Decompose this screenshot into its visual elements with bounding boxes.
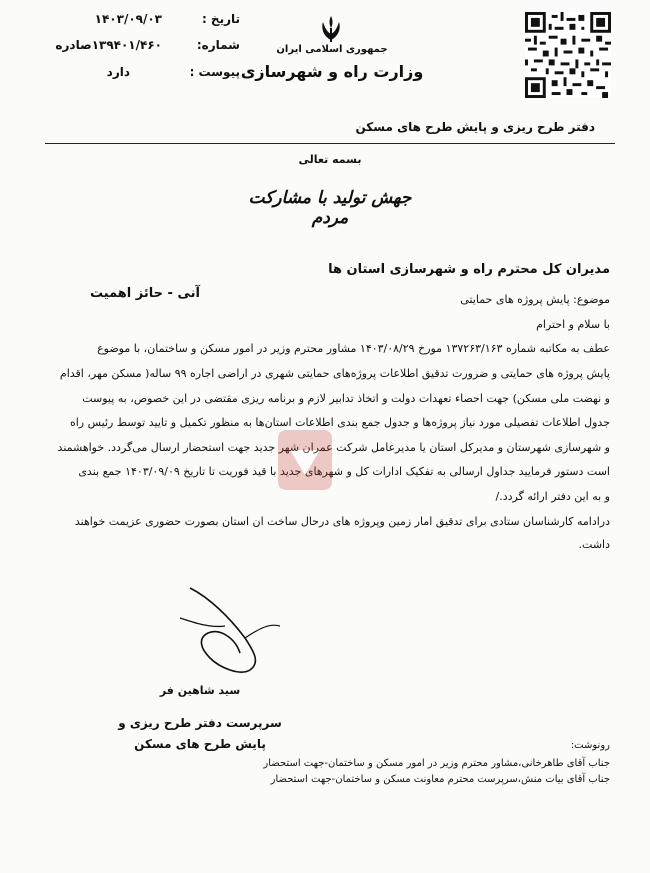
cc-line: جناب آقای طاهرخانی،مشاور محترم وزیر در امور مسکن و ساختمان-جهت استحضار [263,758,610,769]
attachment-label: پیوست : [189,65,240,79]
ministry-title: وزارت راه و شهرسازی [240,62,424,81]
body-line: داشت. [578,538,610,551]
date-row [35,12,240,32]
body-line: و به این دفتر ارائه گردد./ [495,490,610,503]
iran-emblem-icon [317,14,345,44]
cc-label: رونوشت: [570,740,610,751]
signer-name: سید شاهین فر [159,684,241,697]
signer-title-line1: سرپرست دفتر طرح ریزی و [118,716,282,730]
date-value: ۱۴۰۳/۰۹/۰۳ [94,12,162,26]
addressee: مدیران کل محترم راه و شهرسازی استان ها [328,262,610,277]
body-line: و نهضت ملی مسکن) جهت احصاء تعهدات دولت و اتخاذ تدابیر لازم و برنامه ریزی مقتضی در این خصوص، به پیوست [82,392,610,405]
basmala: بسمه تعالی [298,153,362,166]
body-line: جدول اطلاعات تفصیلی مورد نیاز پروژه‌ها و جدول جمع بندی اطلاعات استان‌ها به منظور تکمیل و تایید توسط رئیس راه [69,416,610,429]
date-label: تاریخ : [201,12,240,26]
subject-line: موضوع: پایش پروژه های حمایتی [460,293,610,306]
number-value: ۱۳۹۴۰۱/۴۶۰صادره [55,38,162,52]
body-line: درادامه کارشناسان ستادی برای تدقیق امار زمین وپروژه های درحال ساخت ان استان بصورت حضوری عزیمت خواهند [74,515,610,528]
body-line: است دستور فرمایید جداول ارسالی به تفکیک ادارات کل و شهرهای جدید با قید فوریت تا تاریخ ۱۴۰۳/۰۹/۰۹ جمع بندی [78,465,610,478]
slogan: جهش تولید با مشارکت مردم [248,188,412,228]
body-line: و شهرسازی شهرستان و مدیرکل استان یا مدیرعامل شرکت عمران شهر جدید جهت استحضار ارسال می‌گردد. خواهشمند [57,441,610,454]
number-row [35,38,240,58]
qr-code [525,12,611,98]
body-line: عطف به مکاتبه شماره ۱۳۷۲۶۳/۱۶۳ مورخ ۱۴۰۳/۰۸/۲۹ مشاور محترم وزیر در امور مسکن و ساختمان، با موضوع [97,342,610,355]
office-title: دفتر طرح ریزی و پایش طرح های مسکن [355,120,595,134]
urgency-label: آنی - حائز اهمیت [90,286,200,301]
signature-icon [150,578,290,688]
attachment-row [35,65,240,85]
number-label: شماره: [196,38,240,52]
body-line: پایش پروژه های حمایتی و ضرورت تدقیق اطلاعات پروژه‌های حمایتی شهری در اراضی اجاره ۹۹ ساله( مسکن مهر، اقدام [59,367,610,380]
watermark-stamp-icon [270,420,340,500]
attachment-value: دارد [106,65,130,79]
header-divider [45,143,615,144]
greeting: با سلام و احترام [536,318,610,331]
cc-line: جناب آقای بیات منش،سرپرست محترم معاونت مسکن و ساختمان-جهت استحضار [270,774,610,785]
signer-title-line2: پایش طرح های مسکن [134,737,266,751]
republic-title: جمهوری اسلامی ایران [276,44,388,55]
